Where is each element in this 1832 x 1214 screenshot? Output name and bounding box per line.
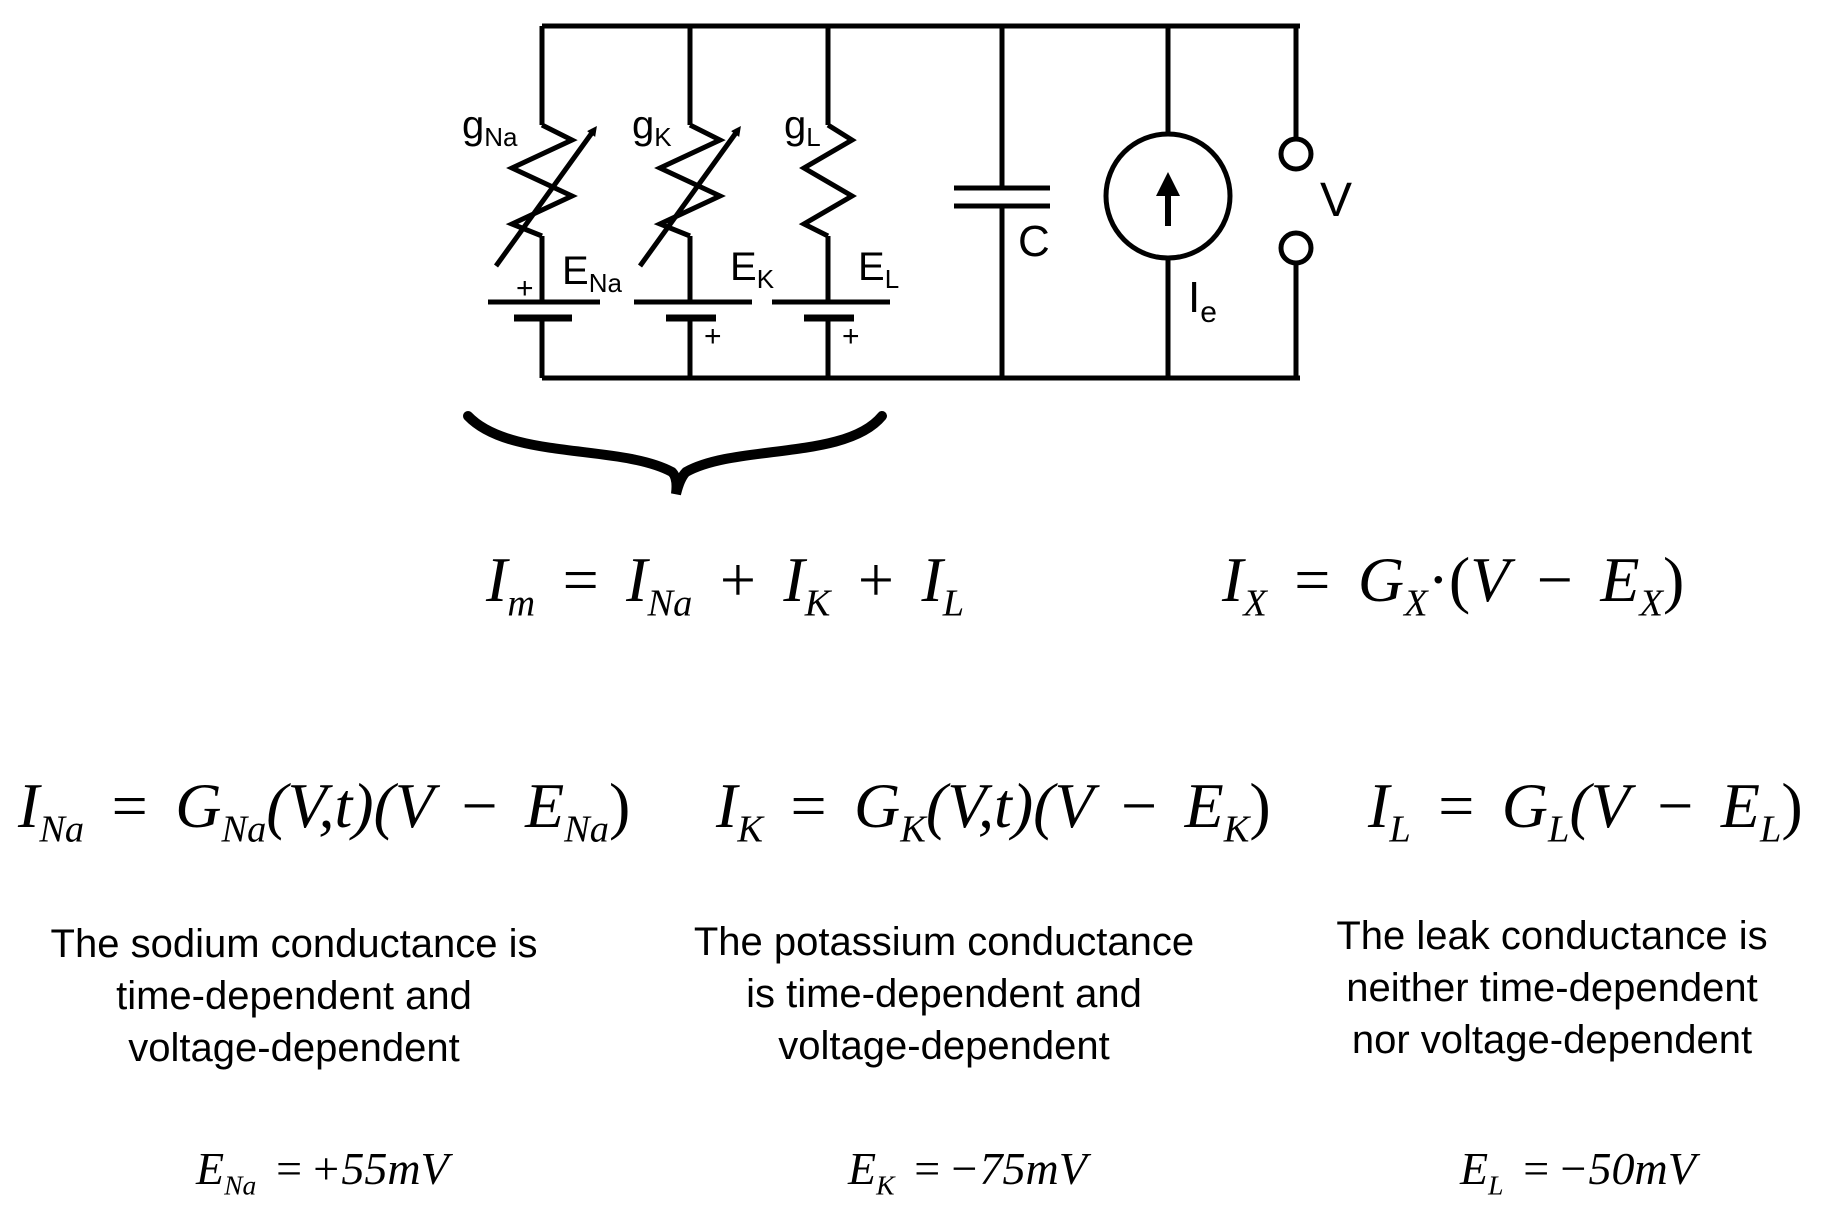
leak-branch — [772, 26, 890, 378]
sodium-current-equation: $I_{Na} = G_{Na}(V,t)(V - E_{Na})$ — [18, 770, 631, 851]
sodium-description: The sodium conductance is time-dependent and voltage-dependent — [50, 922, 538, 1070]
label-e-na: $E_{Na}$ — [562, 249, 622, 298]
label-voltage: V — [1320, 174, 1353, 227]
leak-current-equation: $I_L = G_L(V - E_L)$ — [1368, 770, 1803, 851]
current-source-arrow — [1156, 172, 1180, 196]
potassium-reversal-potential: $E_K = -75mV$ — [848, 1143, 1087, 1201]
summation-brace — [468, 416, 882, 494]
sodium-resistor — [512, 125, 572, 236]
label-plus-l: + — [842, 320, 860, 353]
label-g-na: $g_{Na}$ — [462, 103, 518, 152]
membrane-current-equation: $I_m = I_{Na} + I_K + I_L$ — [486, 544, 965, 625]
leak-reversal-potential: $E_L = -50mV$ — [1460, 1143, 1696, 1201]
label-g-l: $g_L$ — [784, 103, 821, 152]
potassium-current-equation: $I_K = G_K(V,t)(V - E_K)$ — [716, 770, 1271, 851]
potassium-branch — [634, 26, 752, 378]
label-current-source: $I_e$ — [1188, 273, 1217, 329]
label-plus-k: + — [704, 320, 722, 353]
potassium-description: The potassium conductance is time-dependent and voltage-dependent — [693, 920, 1195, 1068]
label-capacitor: C — [1018, 217, 1050, 266]
voltage-terminals — [1281, 26, 1311, 378]
capacitor — [954, 26, 1050, 378]
label-plus-na: + — [516, 272, 534, 305]
general-current-equation: $I_X = G_X\cdot(V - E_X)$ — [1222, 544, 1685, 625]
label-g-k: $g_K$ — [632, 103, 672, 152]
label-e-l: $E_L$ — [858, 245, 900, 294]
label-e-k: $E_K$ — [730, 245, 775, 294]
sodium-reversal-potential: $E_{Na} = +55mV$ — [196, 1143, 449, 1201]
sodium-branch — [488, 26, 600, 378]
leak-description: The leak conductance is neither time-dependent nor voltage-dependent — [1336, 914, 1768, 1062]
